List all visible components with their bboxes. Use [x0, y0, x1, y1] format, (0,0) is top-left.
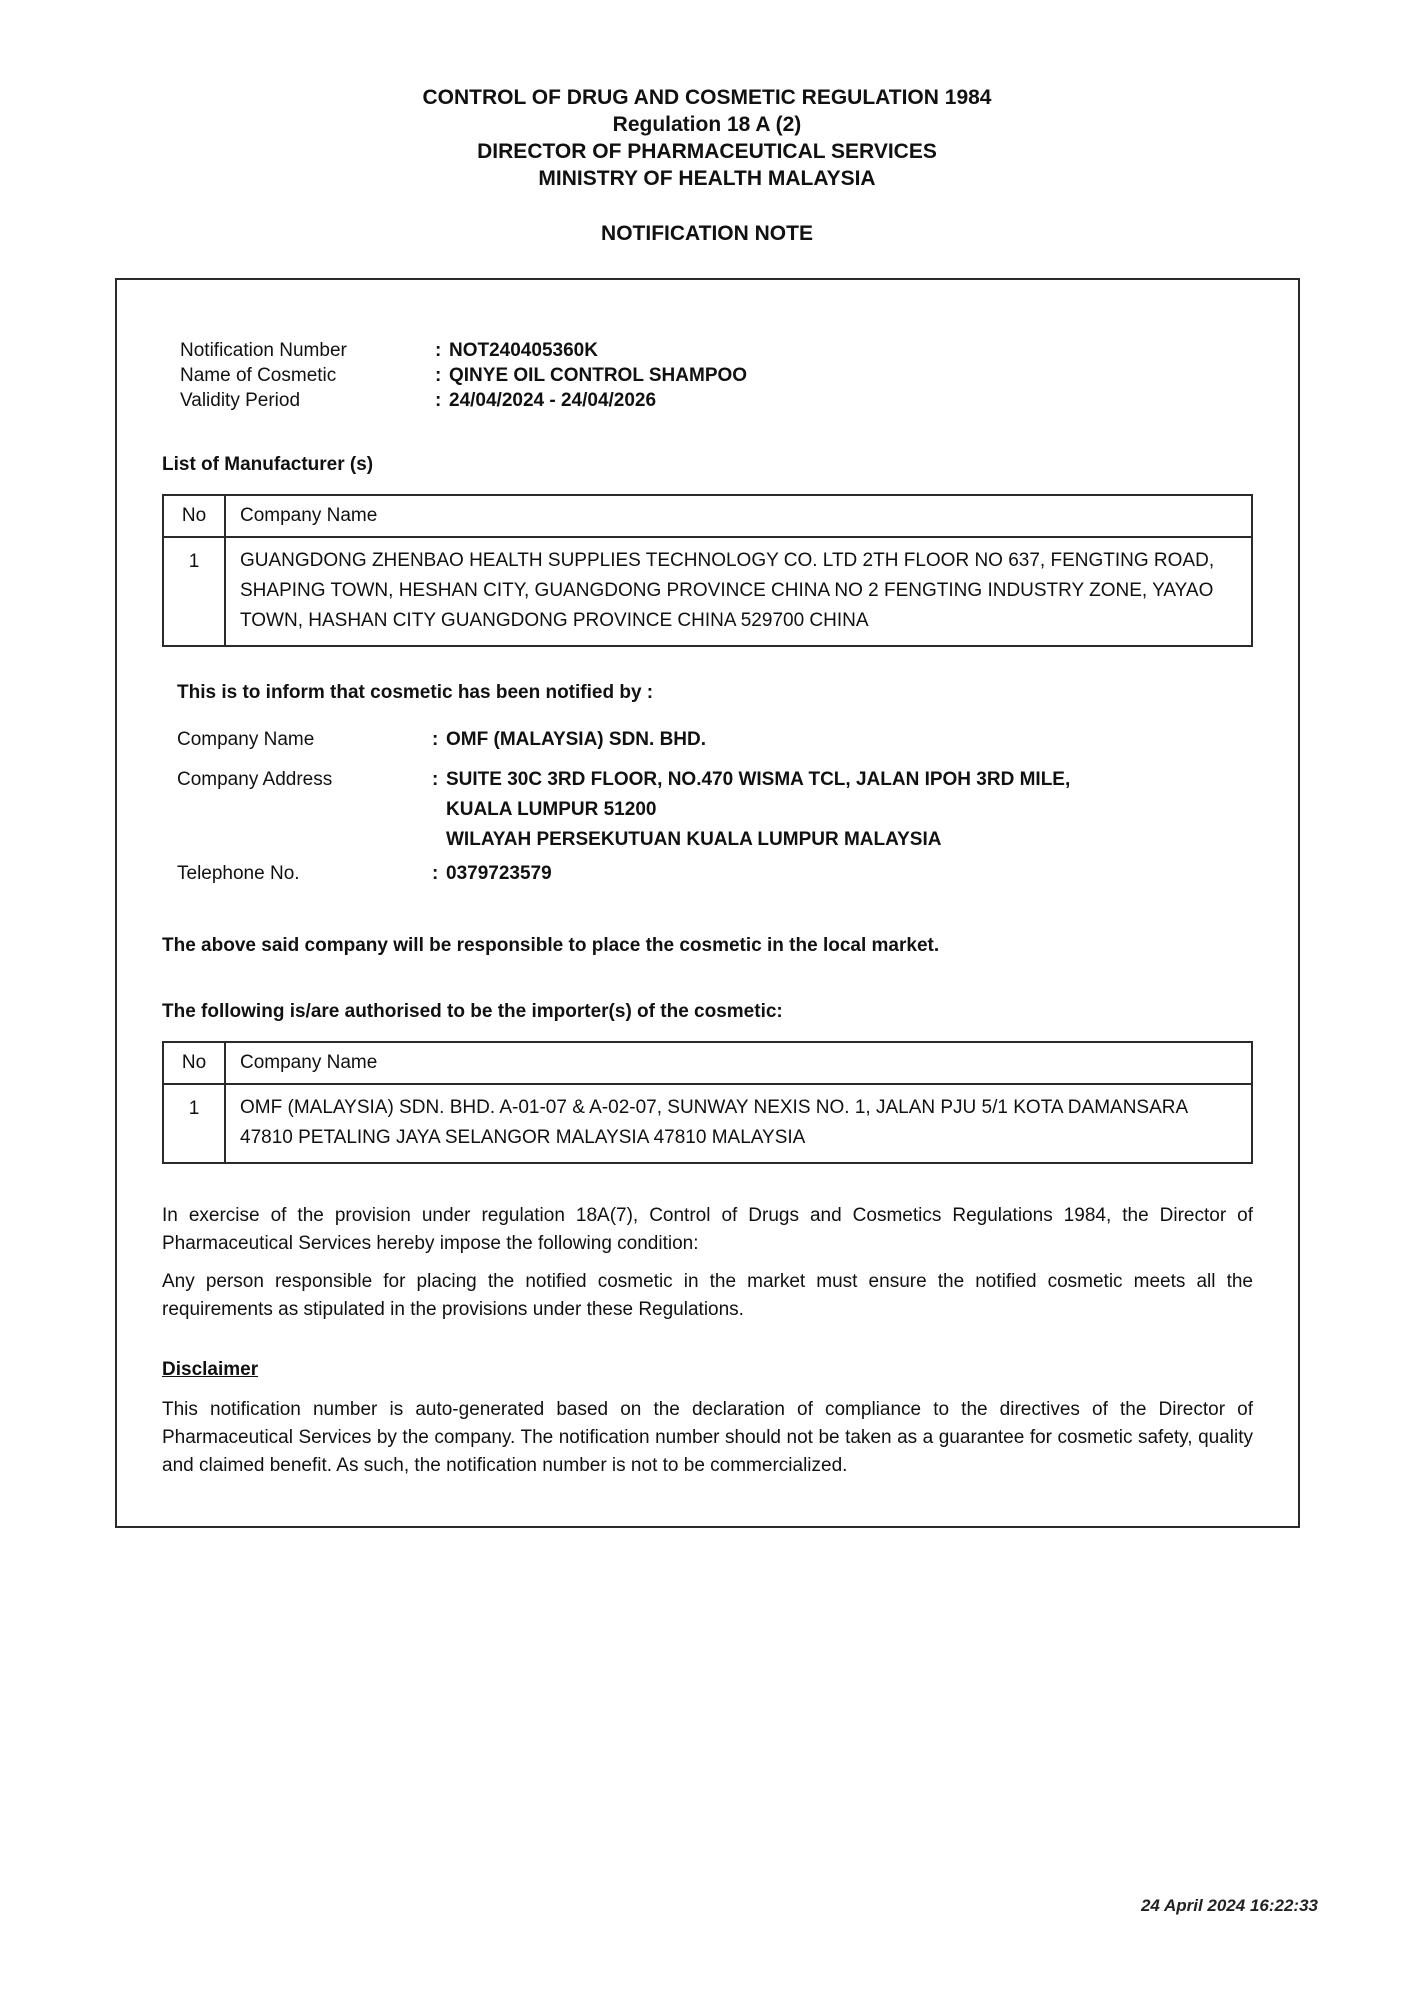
manufacturer-col-header-company: Company Name [225, 495, 1252, 537]
content-box [115, 278, 1300, 1528]
generated-timestamp: 24 April 2024 16:22:33 [1140, 1896, 1318, 1915]
colon-separator [432, 765, 446, 855]
address-line-2: KUALA LUMPUR 51200 [446, 799, 657, 820]
importer-col-header-company: Company Name [225, 1042, 1252, 1084]
colon-separator [435, 338, 449, 363]
validity-period-row [180, 388, 1253, 413]
notification-number-label: Notification Number [180, 340, 347, 361]
company-name-row [177, 727, 1253, 752]
notification-details [180, 338, 1253, 413]
importer-row-number: 1 [163, 1084, 225, 1163]
colon-separator [432, 861, 446, 886]
header-issuer-ministry: MINISTRY OF HEALTH MALAYSIA [538, 167, 876, 190]
responsibility-statement: The above said company will be responsible to place the cosmetic in the local market. [162, 935, 940, 956]
colon-separator [432, 727, 446, 752]
importer-heading: The following is/are authorised to be the importer(s) of the cosmetic: [162, 1001, 783, 1022]
notified-by-heading: This is to inform that cosmetic has been notified by : [177, 682, 654, 703]
colon-separator [435, 388, 449, 413]
cosmetic-name-label: Name of Cosmetic [180, 365, 337, 386]
telephone-value: 0379723579 [446, 863, 552, 884]
address-line-3: WILAYAH PERSEKUTUAN KUALA LUMPUR MALAYSIA [446, 829, 942, 850]
manufacturer-section-title: List of Manufacturer (s) [162, 454, 374, 475]
importer-table [162, 1041, 1253, 1164]
header-issuer-director: DIRECTOR OF PHARMACEUTICAL SERVICES [477, 140, 937, 163]
manufacturer-table [162, 494, 1253, 647]
manufacturer-col-header-no: No [163, 495, 225, 537]
manufacturer-company-name: GUANGDONG ZHENBAO HEALTH SUPPLIES TECHNOLOGY CO. LTD 2TH FLOOR NO 637, FENGTING ROAD, SHAPING TOWN, HESHAN CITY, GUANGDONG PROVINCE CHINA NO 2 FENGTING INDUSTRY ZONE, YAYAO TOWN, HASHAN CITY GUANGDONG PROVINCE CHINA 529700 CHINA [225, 537, 1252, 646]
importer-table-header-row [163, 1042, 1252, 1084]
manufacturer-table-header-row [163, 495, 1252, 537]
condition-paragraph-1: In exercise of the provision under regulation 18A(7), Control of Drugs and Cosmetics Regulations 1984, the Director of Pharmaceutical Services hereby impose the following condition: [162, 1205, 1253, 1254]
document-header [0, 84, 1414, 247]
validity-period-value: 24/04/2024 - 24/04/2026 [449, 390, 657, 411]
address-line-1: SUITE 30C 3RD FLOOR, NO.470 WISMA TCL, JALAN IPOH 3RD MILE, [446, 769, 1071, 790]
company-name-label: Company Name [177, 729, 315, 750]
document-title: NOTIFICATION NOTE [601, 222, 813, 245]
colon-separator [435, 363, 449, 388]
manufacturer-row-number: 1 [163, 537, 225, 646]
importer-col-header-no: No [163, 1042, 225, 1084]
telephone-row [177, 861, 1253, 886]
importer-company-name: OMF (MALAYSIA) SDN. BHD. A-01-07 & A-02-07, SUNWAY NEXIS NO. 1, JALAN PJU 5/1 KOTA DAMANSARA 47810 PETALING JAYA SELANGOR MALAYSIA 47810 MALAYSIA [225, 1084, 1252, 1163]
cosmetic-name-row [180, 363, 1253, 388]
notification-number-value: NOT240405360K [449, 340, 598, 361]
header-regulation-act: CONTROL OF DRUG AND COSMETIC REGULATION 1984 [422, 86, 992, 109]
telephone-label: Telephone No. [177, 863, 300, 884]
validity-period-label: Validity Period [180, 390, 301, 411]
notification-number-row [180, 338, 1253, 363]
company-address-value [446, 765, 1070, 855]
cosmetic-name-value: QINYE OIL CONTROL SHAMPOO [449, 365, 748, 386]
disclaimer-title: Disclaimer [162, 1359, 259, 1380]
company-address-row [177, 765, 1253, 855]
importer-table-row [163, 1084, 1252, 1163]
company-address-label: Company Address [177, 769, 333, 790]
condition-paragraph-2: Any person responsible for placing the notified cosmetic in the market must ensure the notified cosmetic meets all the requirements as stipulated in the provisions under these Regulations. [162, 1271, 1253, 1320]
manufacturer-table-row [163, 537, 1252, 646]
disclaimer-body: This notification number is auto-generated based on the declaration of compliance to the directives of the Director of Pharmaceutical Services by the company. The notification number should not be taken as a guarantee for cosmetic safety, quality and claimed benefit. As such, the notification number is not to be commercialized. [162, 1399, 1253, 1476]
company-name-value: OMF (MALAYSIA) SDN. BHD. [446, 729, 707, 750]
header-regulation-clause: Regulation 18 A (2) [612, 113, 802, 136]
